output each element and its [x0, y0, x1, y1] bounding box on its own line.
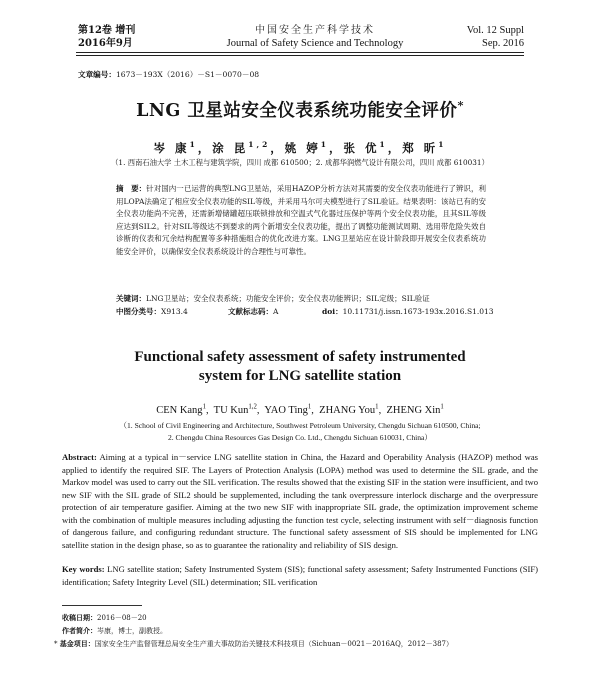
zh-author-sup: 1: [379, 140, 388, 150]
fund-mark: *: [54, 640, 58, 648]
article-number-label: 文章编号：: [78, 70, 116, 79]
en-title-line: system for LNG satellite station: [198, 368, 402, 384]
zh-keywords: [116, 293, 506, 305]
zh-keywords-label: 关键词：: [116, 294, 146, 303]
header-issue: [78, 24, 218, 50]
zh-abstract-text: 针对国内一已运营的典型LNG卫星站，采用HAZOP分析方法对其需要的安全仪表功能进行了辨识，利用LOPA法确定了相应安全仪表功能的SIL等级，并采用马尔可夫模型进行了SIL验证。结果表明：该站已有的安全仪表功能尚不完善，还需新增储罐超压联锁排放和空温式气化器过压保护等两个安全仪表功能，且其SIL等级应达到SIL2。针对SIL等级达不到要求的两个新增安全仪表功能，提出了调整功能测试周期、选用带危险失效自诊断的仪表和冗余结构配置等多种措施组合的优化改进方案。LNG卫星站应在设计阶段即开展安全仪表系统功能安全评价，以确保安全仪表系统设计的合理性与可靠性。: [116, 184, 486, 256]
en-affiliation-line: （1. School of Civil Engineering and Architecture, Southwest Petroleum University, Chengdu Sichuan 610500, China;: [119, 421, 481, 430]
zh-authors: 岑 康$^1$，涂 昆$^{1,2}$，姚 婷$^1$，张 优$^1$，郑 昕$^1$: [153, 140, 447, 155]
zh-author: 岑 康: [153, 141, 190, 155]
zh-author: 涂 昆: [212, 141, 249, 155]
en-title-line: Functional safety assessment of safety instrumented: [134, 349, 466, 365]
author-bio-label: 作者简介：: [62, 626, 97, 635]
zh-classification: [116, 306, 516, 318]
en-author: ZHANG You: [319, 405, 376, 416]
en-title: [0, 348, 600, 386]
header-volume: 第12卷 增刊: [78, 25, 136, 36]
header-volume-en: [384, 24, 524, 50]
author-bio-value: 岑康，博士，副教授。: [97, 627, 167, 635]
fund-value: 国家安全生产监督管理总局安全生产重大事故防治关键技术科技项目（Sichuan－0021－2016AQ，2012－387）: [94, 640, 453, 648]
article-number-value: 1673－193X（2016）－S1－0070－08: [115, 70, 260, 79]
doc-code-value: A: [273, 307, 279, 316]
footnote-rule: [62, 605, 142, 606]
clc-value: X913.4: [161, 307, 188, 316]
en-keywords: [62, 563, 538, 588]
zh-title-text: LNG 卫星站安全仪表系统功能安全评价: [136, 101, 458, 121]
footnote-received: [62, 612, 532, 624]
en-author: CEN Kang: [156, 405, 203, 416]
en-abstract-text: Aiming at a typical in－service LNG satellite station in China, the Hazard and Operability Analysis (HAZOP) method was applied to identify the required SIF. The Layers of Protection Analysis (LOPA) method was used to determine the SIL grade, and the Markov model was used to carry out the SIL verification. The results showed that the existing SIF in the station were insufficient, and two new SIF with the SIL grade of SIL2 should be supplemented, including the tank overpressure interlock discharge and the overpressure protection of air temperature gasifier. Aiming at the two new SIF with inappropriate SIL grade, the optimization improvement scheme with the combination of multiple measures including adjusting the function test cycle, selecting instrument with self－diagnosis function of dangerous failure, and configuring redundant structure. The functional safety assessment of SIS should be implemented for LNG satellite station in the design phase, so as to guarantee the rationality and reliability of SIS design.: [62, 452, 538, 550]
clc-label: 中图分类号：: [116, 307, 161, 316]
zh-author-sup: 1: [438, 140, 447, 150]
en-keywords-label: Key words:: [62, 564, 105, 574]
header-date: 2016年9月: [78, 38, 133, 49]
en-author: TU Kun: [213, 405, 249, 416]
header-rule-bottom: [76, 55, 524, 56]
en-author: YAO Ting: [264, 405, 308, 416]
zh-abstract-label: 摘 要：: [116, 184, 147, 193]
en-affiliation-line: 2. Chengdu China Resources Gas Design Co. Ltd., Chengdu Sichuan 610031, China）: [167, 432, 433, 442]
en-affiliation: [80, 420, 520, 443]
zh-author-sup: 1,2: [248, 140, 271, 150]
zh-author-sup: 1: [189, 140, 198, 150]
en-abstract-label: Abstract:: [62, 452, 97, 462]
en-author-sup: 1: [202, 403, 206, 411]
en-keywords-text: LNG satellite station; Safety Instrumented System (SIS); functional safety assessment; Safety Instrumented Functions (SIF) identification; Safety Integrity Level (SIL) determination; SIL verification: [62, 564, 539, 587]
header-volume-en-line: Vol. 12 Suppl: [466, 25, 524, 36]
en-abstract: [62, 451, 538, 551]
zh-affiliation: （1. 西南石油大学 土木工程与建筑学院，四川 成都 610500；2. 成都华润燃气设计有限公司，四川 成都 610031）: [111, 158, 489, 167]
zh-abstract: [116, 183, 486, 259]
doi-value: 10.11731/j.issn.1673-193x.2016.S1.013: [342, 307, 494, 316]
zh-author-sup: 1: [320, 140, 329, 150]
zh-title: [0, 97, 600, 122]
header-journal-en: Journal of Safety Science and Technology: [226, 38, 404, 49]
zh-author: 张 优: [343, 141, 380, 155]
en-author-sup: 1: [307, 403, 312, 411]
footnote-fund: [54, 638, 524, 650]
received-value: 2016－08－20: [97, 614, 147, 622]
en-author-sup: 1: [375, 403, 379, 411]
en-authors: CEN Kang$^1$, TU Kun$^{1,2}$, YAO Ting$^1$, ZHANG You$^1$, ZHENG Xin$^1$: [156, 403, 444, 416]
zh-author: 姚 婷: [284, 141, 321, 155]
article-number: [78, 69, 259, 80]
en-author-sup: 1,2: [248, 403, 257, 411]
en-author: ZHENG Xin: [386, 405, 441, 416]
doi-label: doi：: [322, 307, 343, 316]
zh-title-mark: *: [457, 98, 464, 113]
header-date-en: Sep. 2016: [482, 38, 524, 49]
fund-label: 基金项目：: [59, 639, 95, 648]
zh-author: 郑 昕: [402, 141, 439, 155]
header-journal-zh: 中国安全生产科学技术: [255, 25, 375, 36]
received-label: 收稿日期：: [62, 613, 97, 622]
en-author-sup: 1: [440, 403, 444, 411]
header-rule-top: [76, 52, 524, 53]
footnote-author: [62, 625, 532, 637]
zh-keywords-text: LNG卫星站；安全仪表系统；功能安全评价；安全仪表功能辨识；SIL定级；SIL验证: [146, 294, 430, 303]
doc-code-label: 文献标志码：: [228, 307, 273, 316]
